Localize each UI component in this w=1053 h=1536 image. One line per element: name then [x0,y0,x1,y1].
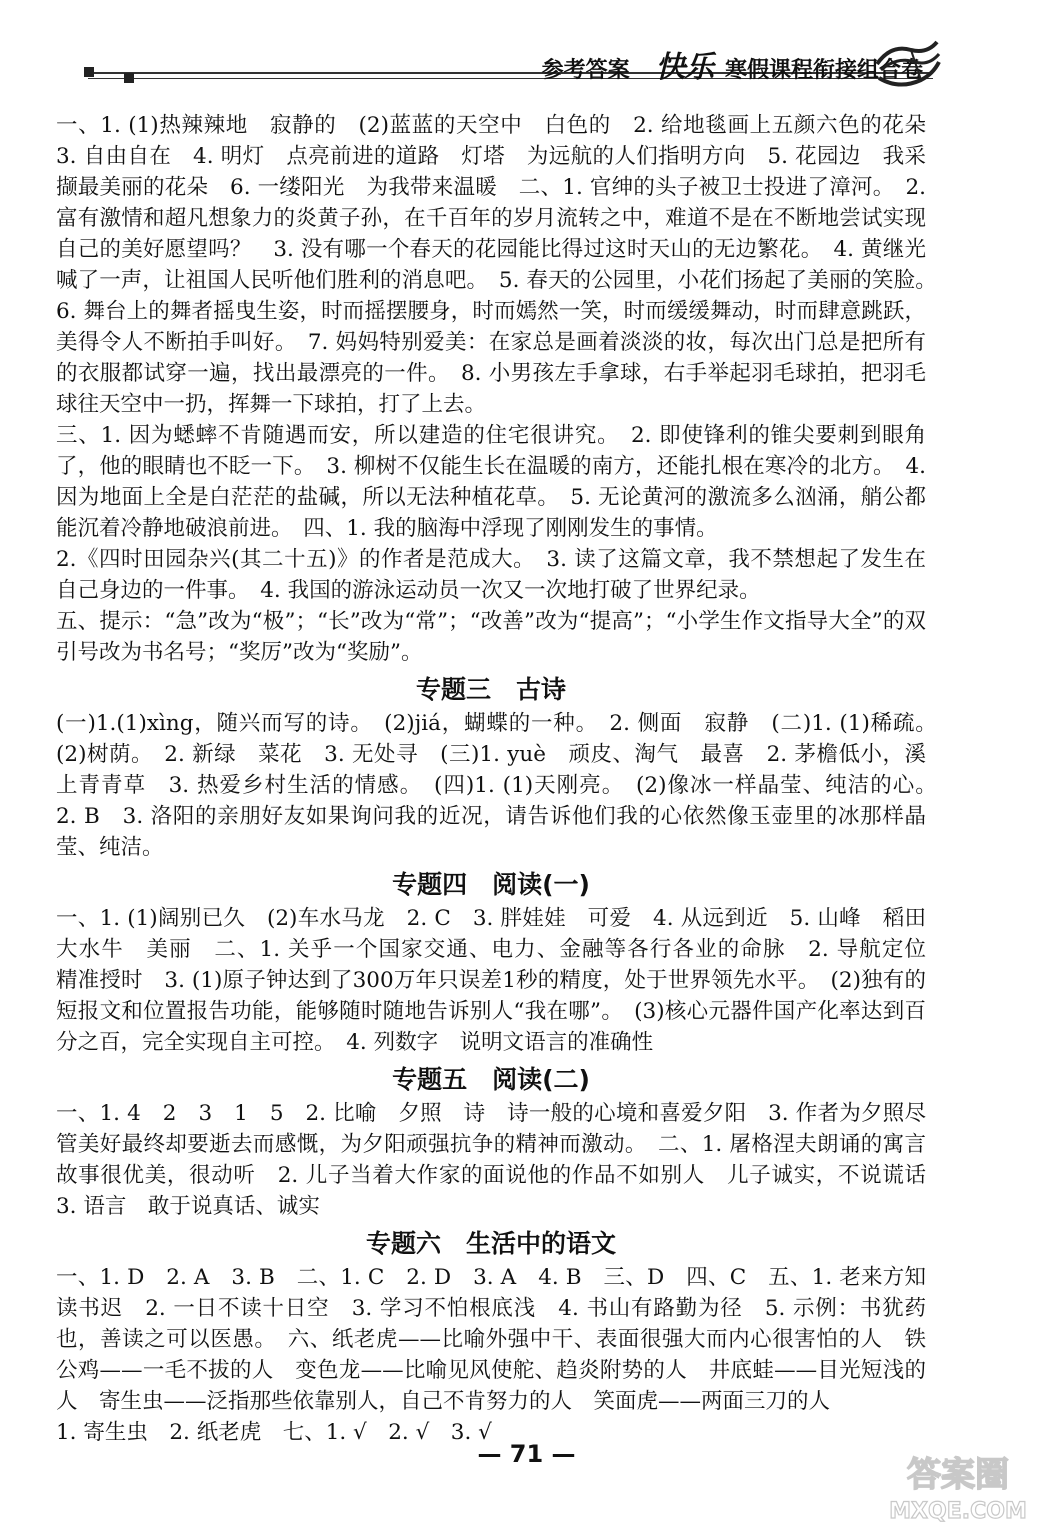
section-heading: 专题三 古诗 [415,675,566,704]
watermark-logo [873,1446,1043,1526]
answer-paragraph: 2.《四时田园杂兴(其二十五)》的作者是范成大。 3. 读了这篇文章，我不禁想起了发生在自己身边的一件事。 4. 我国的游泳运动员一次又一次地打破了世界纪录。 [56,547,926,603]
header-series: 寒假课程衔接组合卷 [724,58,923,83]
book-emblem-icon [871,34,943,94]
header-brand: 快乐 [655,50,714,85]
answer-paragraph: 三、1. 因为蟋蟀不肯随遇而安，所以建造的住宅很讲究。 2. 即使锋利的锥尖要刺到眼角了，他的眼睛也不眨一下。 3. 柳树不仅能生长在温暖的南方，还能扎根在寒冷的北方。 4. 因为地面上全是白茫茫的盐碱，所以无法种植花草。 5. 无论黄河的激流多么汹涌，艄公都能沉着冷静地破浪前进。 四、1. 我的脑海中浮现了刚刚发生的事情。 [56,423,926,541]
answer-paragraph: 1. 寄生虫 2. 纸老虎 七、1. √ 2. √ 3. √ [56,1420,492,1445]
answer-paragraph: (一)1.(1)xìng，随兴而写的诗。 (2)jiá，蝴蝶的一种。 2. 侧面 寂静 (二)1. (1)稀疏。 (2)树荫。 2. 新绿 菜花 3. 无处寻 (三)1. yuè 顽皮、淘气 最喜 2. 茅檐低小，溪上青青草 3. 热爱乡村生活的情感。 (四)1. (1)天刚亮。 (2)像冰一样晶莹、纯洁的心。 2. B 3. 洛阳的亲朋好友如果询问我的近况，请告诉他们我的心依然像玉壶里的冰那样晶莹、纯洁。 [56,711,948,860]
page-header [0,0,1053,110]
answer-paragraph: 一、1. (1)阔别已久 (2)车水马龙 2. C 3. 胖娃娃 可爱 4. 从远到近 5. 山峰 稻田 大水牛 美丽 二、1. 关乎一个国家交通、电力、金融等各行各业的命脉 2. 导航定位 精准授时 3. (1)原子钟达到了300万年只误差1秒的精度，处于世界领先水平。 (2)独有的短报文和位置报告功能，能够随时随地告诉别人“我在哪”。 (3)核心元器件国产化率达到百分之百，完全实现自主可控。 4. 列数字 说明文语言的准确性 [56,906,948,1055]
page-number: — 71 — [477,1440,576,1468]
svg-text:MXQE.COM: MXQE.COM [889,1499,1027,1524]
section-heading: 专题六 生活中的语文 [365,1229,616,1258]
svg-text:答案圈: 答案圈 [907,1455,1009,1495]
answer-paragraph: 五、提示：“急”改为“极”；“长”改为“常”；“改善”改为“提高”；“小学生作文指导大全”的双引号改为书名号；“奖厉”改为“奖励”。 [56,609,926,665]
answer-paragraph: 一、1. 4 2 3 1 5 2. 比喻 夕照 诗 诗一般的心境和喜爱夕阳 3. 作者为夕照尽管美好最终却要逝去而感慨，为夕阳顽强抗争的精神而激动。 二、1. 屠格涅夫朗诵的寓言故事很优美，很动听 2. 儿子当着大作家的面说他的作品不如别人 儿子诚实，不说谎话 3. 语言 敢于说真话、诚实 [56,1101,948,1219]
header-lead: 参考答案 [541,58,630,83]
answer-content [56,110,948,1448]
section-heading: 专题四 阅读(一) [392,870,590,899]
header-square-left [84,67,94,77]
section-heading: 专题五 阅读(二) [392,1065,590,1094]
answer-paragraph: 一、1. D 2. A 3. B 二、1. C 2. D 3. A 4. B 三、D 四、C 五、1. 老来方知读书迟 2. 一日不读十日空 3. 学习不怕根底浅 4. 书山有路勤为径 5. 示例：书犹药也，善读之可以医愚。 六、纸老虎——比喻外强中干、表面很强大而内心很害怕的人 铁公鸡——一毛不拔的人 变色龙——比喻见风使舵、趋炎附势的人 井底蛙——目光短浅的人 寄生虫——泛指那些依靠别人，自己不肯努力的人 笑面虎——两面三刀的人 [56,1265,926,1414]
header-square-right [124,73,134,83]
header-title [542,42,923,86]
answer-paragraph: 一、1. (1)热辣辣地 寂静的 (2)蓝蓝的天空中 白色的 2. 给地毯画上五颜六色的花朵 3. 自由自在 4. 明灯 点亮前进的道路 灯塔 为远航的人们指明方向 5. 花园边 我采撷最美丽的花朵 6. 一缕阳光 为我带来温暖 二、1. 官绅的头子被卫士投进了漳河。 2. 富有激情和超凡想象力的炎黄子孙，在千百年的岁月流转之中，难道不是在不断地尝试实现自己的美好愿望吗？ 3. 没有哪一个春天的花园能比得过这时天山的无边繁花。 4. 黄继光喊了一声，让祖国人民听他们胜利的消息吧。 5. 春天的公园里，小花们扬起了美丽的笑脸。 6. 舞台上的舞者摇曳生姿，时而摇摆腰身，时而嫣然一笑，时而缓缓舞动，时而肆意跳跃，美得令人不断拍手叫好。 7. 妈妈特别爱美：在家总是画着淡淡的妆，每次出门总是把所有的衣服都试穿一遍，找出最漂亮的一件。 8. 小男孩左手拿球，右手举起羽毛球拍，把羽毛球往天空中一扔，挥舞一下球拍，打了上去。 [56,113,948,417]
